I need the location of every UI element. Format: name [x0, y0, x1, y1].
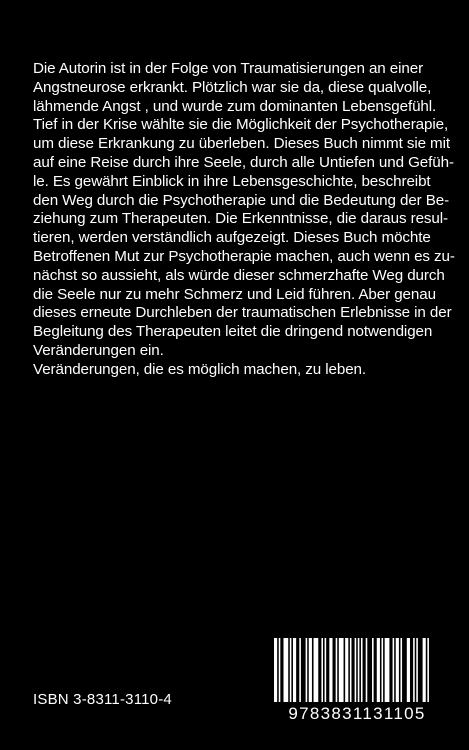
blurb-line: Betroffenen Mut zur Psychotherapie machen, auch wenn es zu- — [33, 247, 455, 265]
barcode-bar — [377, 638, 380, 702]
barcode-bar — [274, 638, 277, 702]
blurb-line: Veränderungen, die es möglich machen, zu leben. — [33, 360, 367, 378]
barcode-bar — [345, 638, 348, 702]
barcode-bar — [336, 638, 338, 702]
barcode-bar — [339, 638, 344, 702]
blurb-line: Tief in der Krise wählte sie die Möglichkeit der Psychotherapie, — [33, 116, 449, 134]
barcode-bar — [413, 638, 415, 702]
blurb-line: Angstneurose erkrankt. Plötzlich war sie da, diese qualvolle, — [33, 78, 432, 96]
blurb-line: Veränderungen ein. — [33, 341, 164, 359]
barcode-bars — [262, 636, 452, 704]
barcode-bar — [306, 638, 308, 702]
barcode-bar — [329, 638, 332, 702]
barcode-bar — [382, 638, 384, 702]
blurb-line: um diese Erkrankung zu überleben. Dieses Buch nimmt sie mit — [33, 135, 451, 153]
barcode-bar — [290, 638, 292, 702]
blurb-text — [33, 60, 455, 380]
barcode-bar — [325, 638, 327, 702]
isbn-label: ISBN 3-8311-3110-4 — [33, 691, 172, 708]
barcode-bar — [416, 638, 418, 702]
barcode-bar — [321, 638, 323, 702]
barcode-bar — [350, 638, 352, 702]
blurb-line: ziehung zum Therapeuten. Die Erkenntnisse, die daraus resul- — [33, 210, 448, 228]
barcode-bar — [355, 638, 357, 702]
barcode-bar — [366, 638, 368, 702]
barcode-bar — [299, 638, 301, 702]
barcode-bar — [283, 638, 288, 702]
barcode-bar — [279, 638, 281, 702]
barcode-bar — [385, 638, 390, 702]
blurb-line: dieses erneute Durchleben der traumatischen Erlebnisse in der — [33, 304, 452, 322]
blurb-line: den Weg durch die Psychotherapie und die Bedeutung der Be- — [33, 191, 450, 209]
blurb-line: Begleitung des Therapeuten leitet die dringend notwendigen — [33, 323, 433, 341]
barcode-bar — [393, 638, 395, 702]
barcode-bar — [293, 638, 296, 702]
blurb-line: Die Autorin ist in der Folge von Traumatisierungen an einer — [33, 60, 424, 77]
barcode-bar — [427, 638, 429, 702]
barcode-bar — [309, 638, 312, 702]
blurb-line: die Seele nur zu mehr Schmerz und Leid führen. Aber genau — [33, 285, 436, 303]
barcode-bar — [400, 638, 402, 702]
barcode — [262, 636, 452, 726]
blurb-line: tieren, werden verständlich aufgezeigt. Dieses Buch möchte — [33, 229, 431, 247]
blurb-line: lähmende Angst , und wurde zum dominanten Lebensgefühl. — [33, 97, 437, 115]
barcode-bar — [361, 638, 363, 702]
blurb-line: auf eine Reise durch ihre Seele, durch alle Untiefen und Gefüh- — [33, 153, 454, 171]
barcode-number: 9783831131105 — [288, 704, 426, 723]
barcode-bar — [358, 638, 360, 702]
barcode-bar — [314, 638, 319, 702]
blurb-line: le. Es gewährt Einblick in ihre Lebensgeschichte, beschreibt — [33, 172, 431, 190]
blurb-line: nächst so aussieht, als würde dieser schmerzhafte Weg durch — [33, 266, 445, 284]
barcode-bar — [423, 638, 426, 702]
barcode-bar — [396, 638, 399, 702]
barcode-bar — [407, 638, 410, 702]
barcode-bar — [372, 638, 374, 702]
